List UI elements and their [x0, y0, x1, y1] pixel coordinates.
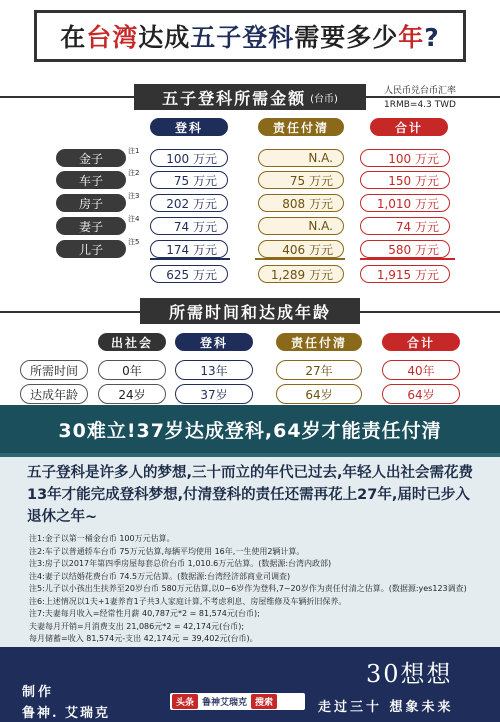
title-part: 年 [398, 23, 425, 52]
page-title [60, 18, 440, 54]
total-heji: 1,915 万元 [360, 265, 450, 283]
title-part: 达成 [138, 23, 191, 52]
value-cell-zeren: N.A. [258, 149, 344, 167]
section2-heading [140, 298, 360, 324]
col2-zeren: 责任付清 [276, 333, 362, 351]
footnote-line: 每月储蓄=收入 81,574元-支出 42,174元 = 39,402元(台币)。 [29, 634, 258, 643]
title-frame [34, 10, 466, 62]
footnote-line: 注4:妻子以结婚花费台币 74.5万元估算。(数据源:台湾经济部商业司调查) [29, 571, 291, 581]
value-cell-zeren: N.A. [258, 217, 344, 235]
headline-banner: 30难立!37岁达成登科,64岁才能责任付清 [0, 405, 500, 453]
maker-label: 制作 [22, 685, 55, 700]
time-value-cell: 13年 [175, 360, 253, 380]
maker-name: 鲁神. 艾瑞克 [22, 706, 111, 721]
col2-heji: 合计 [382, 333, 460, 351]
col-zeren: 责任付清 [258, 118, 344, 136]
note-ref: 注1 [128, 147, 140, 155]
value-cell-dengke: 74 万元 [150, 217, 228, 235]
value-cell-dengke: 75 万元 [150, 171, 228, 189]
time-row-label: 达成年龄 [20, 384, 88, 404]
total-underline [255, 258, 345, 260]
total-underline [150, 258, 230, 260]
value-cell-heji: 100 万元 [360, 149, 450, 167]
note-ref: 注2 [128, 169, 140, 177]
footnote-line: 夫妻每月开销=月消费支出 21,086元*2 = 42,174元(台币); [29, 621, 245, 631]
brand-slogan: 走过三十 想象未来 [318, 700, 454, 715]
section1-heading [134, 84, 366, 110]
value-cell-dengke: 202 万元 [150, 194, 228, 212]
title-part: 在 [60, 23, 87, 52]
total-dengke: 625 万元 [150, 265, 228, 283]
time-value-cell: 24岁 [98, 384, 166, 404]
footnotes [29, 533, 489, 658]
title-part: 五子登科 [190, 23, 295, 52]
value-cell-zeren: 75 万元 [258, 171, 344, 189]
section1-unit: (台币) [310, 93, 338, 105]
footnote-line: 注1:金子以第一桶金台币 100万元估算。 [29, 534, 175, 543]
value-cell-heji: 74 万元 [360, 217, 450, 235]
value-cell-heji: 1,010 万元 [360, 194, 450, 212]
col2-chushehui: 出社会 [98, 333, 166, 351]
note-ref: 注4 [128, 215, 140, 223]
footnote-line: 注7:夫妻每月收入=经常性月薪 40,787元*2 = 81,574元(台币); [29, 609, 260, 618]
row-label: 车子 [56, 171, 126, 189]
title-part: 台湾 [86, 23, 139, 52]
value-cell-zeren: 406 万元 [258, 240, 344, 258]
time-row-label: 所需时间 [20, 360, 88, 380]
logo-name: 鲁神艾瑞克 [202, 698, 248, 708]
value-cell-dengke: 100 万元 [150, 149, 228, 167]
note-ref: 注3 [128, 192, 140, 200]
row-label: 妻子 [56, 217, 126, 235]
rate-value: 1RMB=4.3 TWD [384, 100, 456, 110]
time-value-cell: 64岁 [276, 384, 362, 404]
title-part: 需要多少 [294, 23, 399, 52]
time-value-cell: 40年 [382, 360, 460, 380]
total-zeren: 1,289 万元 [258, 265, 344, 283]
row-label: 金子 [56, 149, 126, 167]
footnote-line: 注6:上述情况以1夫+1妻养育1子共3人家庭计算,不考虑利息、房屋维修及车辆折旧保养。 [29, 596, 347, 606]
col-dengke: 登科 [150, 118, 228, 136]
col2-dengke: 登科 [175, 333, 253, 351]
brand-title: 30想想 [366, 660, 453, 688]
footnote-line: 注5:儿子以小孩出生扶养至20岁台币 580万元估算,以0~6岁作为登科,7~20岁作为责任付清之估算。(数据源:yes123调查) [29, 584, 467, 593]
row-label: 儿子 [56, 240, 126, 258]
time-value-cell: 37岁 [175, 384, 253, 404]
value-cell-zeren: 808 万元 [258, 194, 344, 212]
logo-search[interactable]: 搜索 [251, 694, 277, 709]
section2-title: 所需时间和达成年龄 [168, 302, 331, 322]
time-value-cell: 0年 [98, 360, 166, 380]
value-cell-dengke: 174 万元 [150, 240, 228, 258]
time-value-cell: 64岁 [382, 384, 460, 404]
exchange-rate [384, 84, 456, 112]
footnote-line: 注3:房子以2017年第四季房屋每套总价台币 1,010.6万元估算。(数据源:台湾内政部) [29, 559, 332, 568]
summary-paragraph: 五子登科是许多人的梦想,三十而立的年代已过去,年轻人出社会需花费13年才能完成登科梦想,付清登科的责任还需再花上27年,届时已步入退休之年~ [27, 465, 474, 525]
logo-tag: 头条 [172, 694, 198, 709]
title-part: ? [424, 23, 440, 52]
toutiao-logo[interactable] [170, 693, 305, 710]
note-ref: 注5 [128, 238, 140, 246]
value-cell-heji: 580 万元 [360, 240, 450, 258]
time-value-cell: 27年 [276, 360, 362, 380]
section1-title: 五子登科所需金额 [162, 88, 307, 108]
row-label: 房子 [56, 194, 126, 212]
total-underline [360, 258, 455, 260]
footnote-line: 注2:车子以普通轿车台币 75万元估算,每辆平均使用 16年,一生使用2辆计算。 [29, 546, 305, 556]
value-cell-heji: 150 万元 [360, 171, 450, 189]
col-heji: 合计 [370, 118, 448, 136]
rate-label: 人民币兑台币汇率 [384, 86, 457, 96]
